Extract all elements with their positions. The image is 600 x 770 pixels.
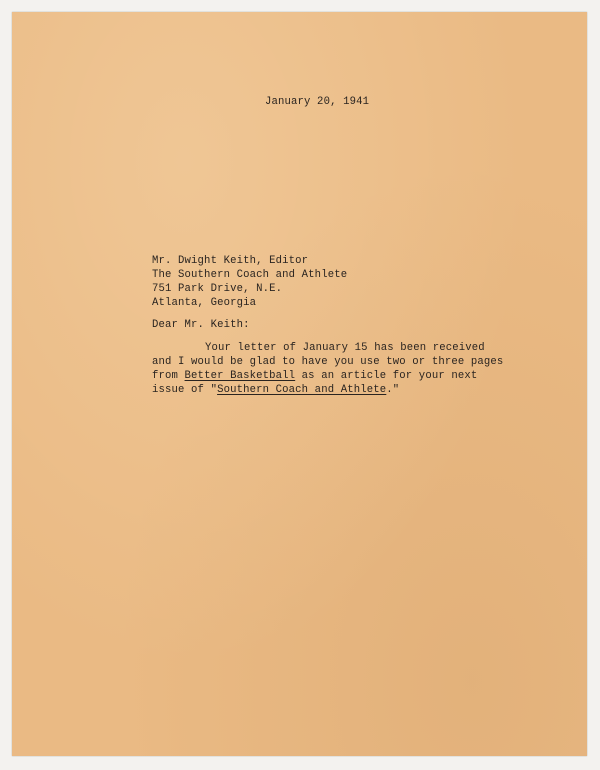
recipient-name-line: Mr. Dwight Keith, Editor [152,255,309,267]
paragraph-1-line-4-suffix: ." [386,384,400,396]
paragraph-1-line-3-prefix: from [152,370,185,382]
paragraph-1-line-4 [152,383,399,397]
recipient-street-line: 751 Park Drive, N.E. [152,283,283,295]
paragraph-1-line-4-prefix: issue of " [152,384,218,396]
paragraph-1-line-1: Your letter of January 15 has been received [205,342,485,354]
paragraph-1-line-3-suffix: as an article for your next [295,370,478,382]
letter-paper [12,12,587,756]
paragraph-1-line-3 [152,369,477,383]
letter-date: January 20, 1941 [265,96,370,108]
recipient-organization-line: The Southern Coach and Athlete [152,269,348,281]
paragraph-1-line-2: and I would be glad to have you use two or three pages [152,356,504,368]
magazine-title: Southern Coach and Athlete [217,384,387,396]
salutation: Dear Mr. Keith: [152,319,250,331]
book-title: Better Basketball [184,370,296,382]
recipient-city-line: Atlanta, Georgia [152,297,257,309]
